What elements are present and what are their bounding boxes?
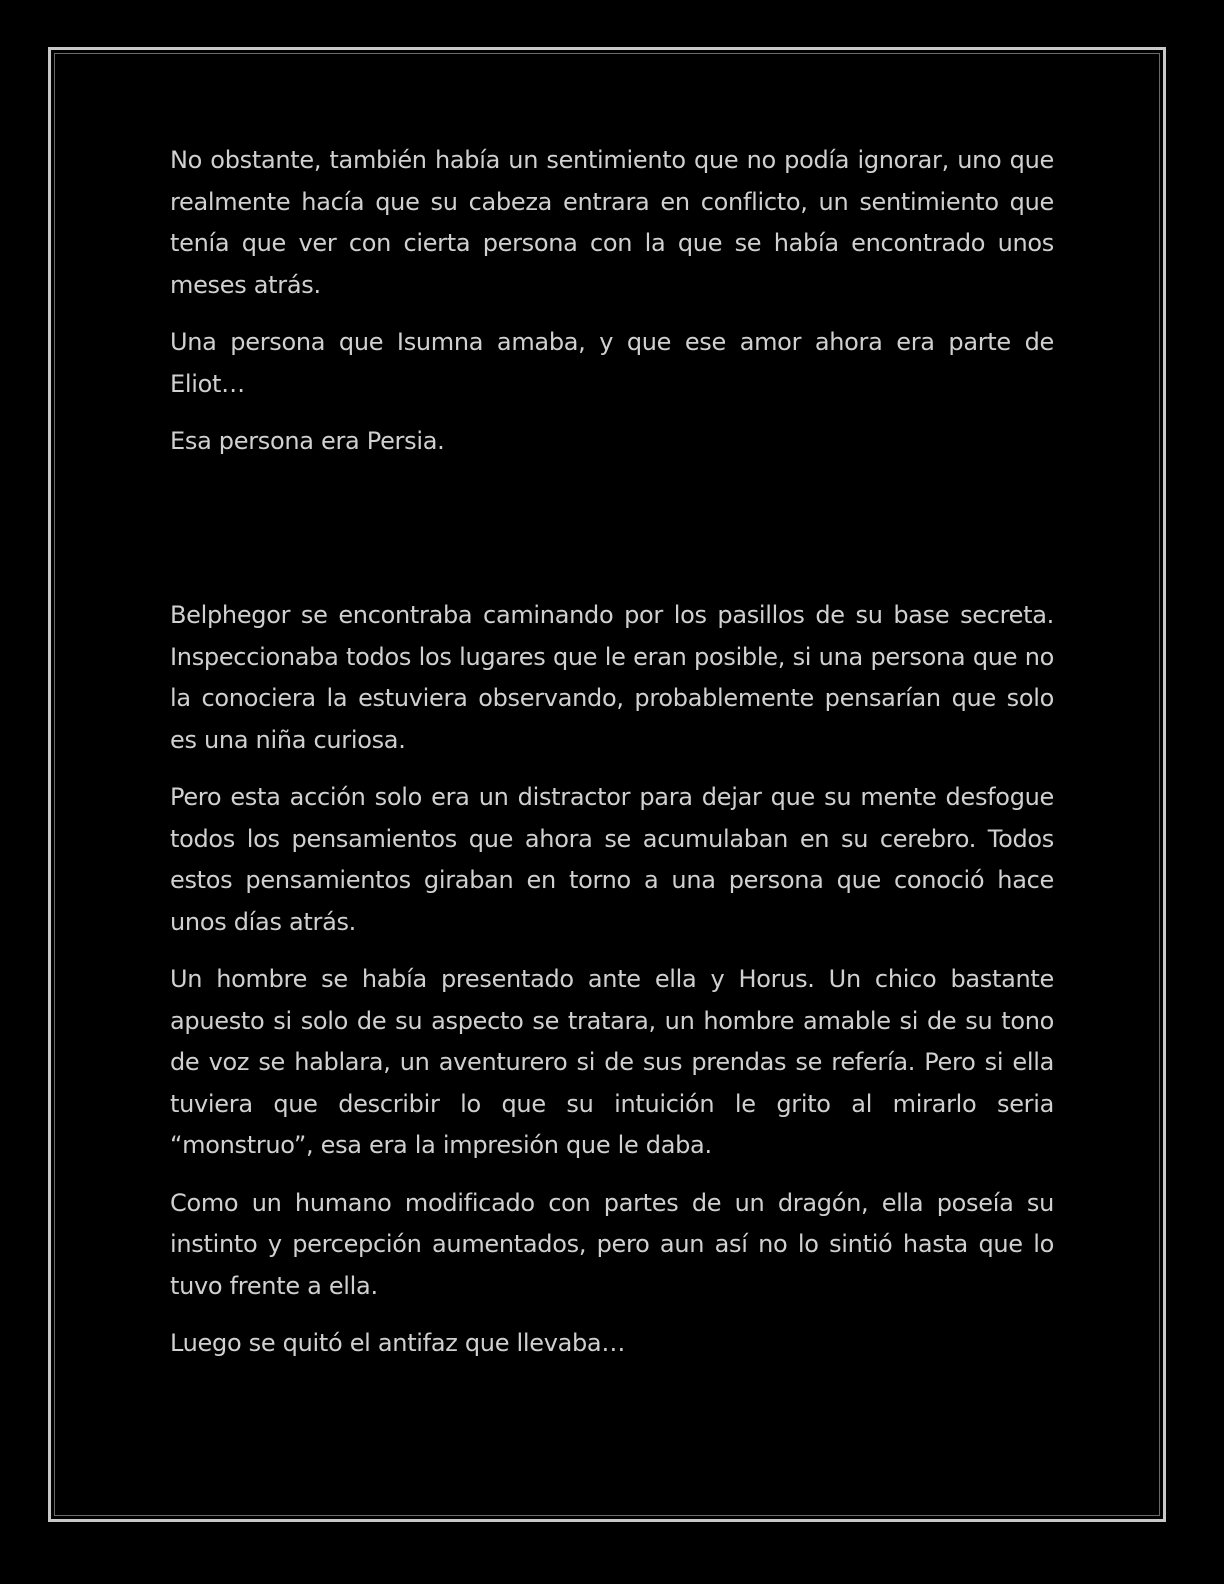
paragraph: Esa persona era Persia. bbox=[170, 427, 445, 455]
paragraph: Luego se quitó el antifaz que llevaba… bbox=[170, 1329, 626, 1357]
paragraph: Belphegor se encontraba caminando por los pasillos de su base secreta. Inspeccionaba todos los lugares que le eran posible, si una persona que no la conociera la estuviera observando, probablemente pensarían que solo es una niña curiosa. bbox=[170, 601, 1054, 754]
paragraph: Pero esta acción solo era un distractor para dejar que su mente desfogue todos los pensamientos que ahora se acumulaban en su cerebro. Todos estos pensamientos giraban en torno a una persona que conoció hace unos días atrás. bbox=[170, 783, 1054, 936]
paragraph: Como un humano modificado con partes de un dragón, ella poseía su instinto y percepción aumentados, pero aun así no lo sintió hasta que lo tuvo frente a ella. bbox=[170, 1188, 1054, 1300]
paragraph: Un hombre se había presentado ante ella y Horus. Un chico bastante apuesto si solo de su aspecto se tratara, un hombre amable si de su tono de voz se hablara, un aventurero si de sus prendas se refería. Pero si ella tuviera que describir lo que su intuición le grito al mirarlo seria “monstruo”, esa era la impresión que le daba. bbox=[170, 965, 1054, 1159]
text-section-one bbox=[170, 140, 1054, 479]
text-section-two bbox=[170, 595, 1054, 1381]
paragraph: Una persona que Isumna amaba, y que ese amor ahora era parte de Eliot… bbox=[170, 328, 1054, 398]
paragraph: No obstante, también había un sentimiento que no podía ignorar, uno que realmente hacía que su cabeza entrara en conflicto, un sentimiento que tenía que ver con cierta persona con la que se había encontrado unos meses atrás. bbox=[170, 146, 1054, 299]
